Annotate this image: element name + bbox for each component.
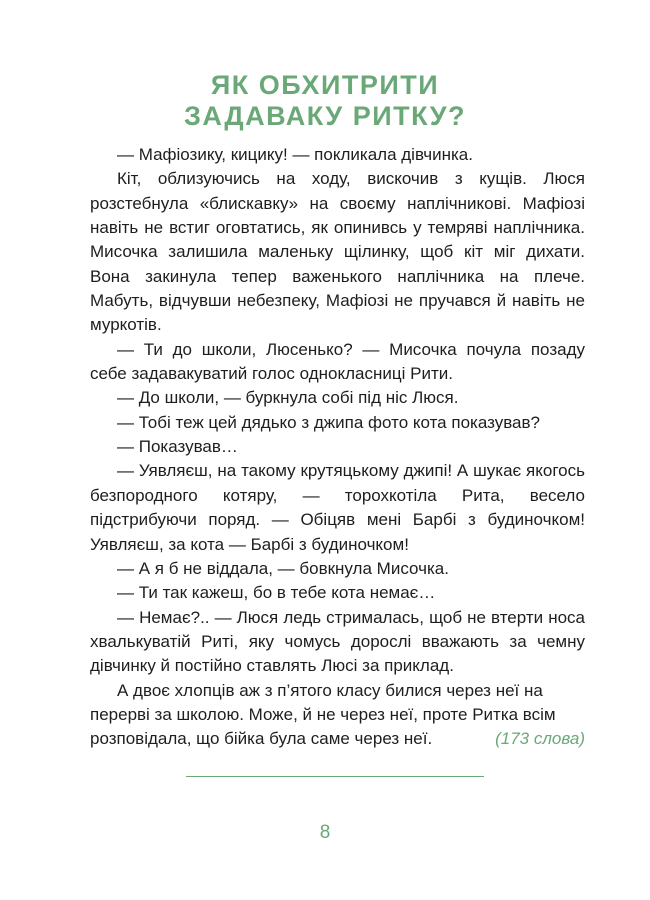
paragraph-last-text: А двоє хлопців аж з п’ятого класу билися через неї на перерві за школою. Може, й не через неї, проте Ритка всім розповідала, що бійка була саме через неї. (90, 680, 556, 749)
paragraph: Кіт, облизуючись на ходу, вискочив з кущів. Люся розстебнула «блискавку» на своєму наплічникові. Мафіозі навіть не встиг оговтатись, як опинивсь у темряві наплічника. Мисочка залишила маленьку щілинку, щоб кіт міг дихати. Вона закинула тепер важенького наплічника на плече. Мабуть, відчувши небезпеку, Мафіозі не пручався й навіть не муркотів. (90, 169, 585, 335)
paragraph: — Ти до школи, Люсенько? — Мисочка почула позаду себе задавакуватий голос однокласниці Рити. (90, 339, 585, 384)
paragraph: — Показував… (117, 437, 238, 457)
paragraph-last (90, 679, 585, 752)
word-count: (173 слова) (495, 729, 585, 749)
chapter-title-line-2: ЗАДАВАКУ РИТКУ? (183, 101, 467, 131)
paragraph: — Ти так кажеш, бо в тебе кота немає… (117, 583, 436, 603)
chapter-title (0, 70, 650, 132)
paragraph: — До школи, — буркнула собі під ніс Люся. (117, 388, 459, 408)
paragraph: — Тобі теж цей дядько з джипа фото кота показував? (117, 412, 540, 432)
chapter-title-line-1: ЯК ОБХИТРИТИ (210, 70, 440, 100)
paragraph: — А я б не віддала, — бовкнула Мисочка. (117, 558, 449, 578)
paragraph: — Немає?.. — Люся ледь стрималась, щоб не втерти носа хвалькуватій Риті, яку чомусь дорослі вважають за чемну дівчинку й постійно ставлять Люсі за приклад. (90, 607, 585, 676)
paragraph: — Мафіозику, кицику! — покликала дівчинка. (117, 145, 473, 164)
paragraph: — Уявляєш, на такому крутяцькому джипі! А шукає якогось безпородного котяру, — торохкотіла Рита, весело підстрибуючи поряд. — Обіцяв мені Барбі з будиночком! Уявляєш, за кота — Барбі з будиночком! (90, 461, 585, 554)
divider-line (186, 776, 484, 777)
page-number: 8 (319, 822, 331, 843)
story-text (90, 143, 585, 752)
